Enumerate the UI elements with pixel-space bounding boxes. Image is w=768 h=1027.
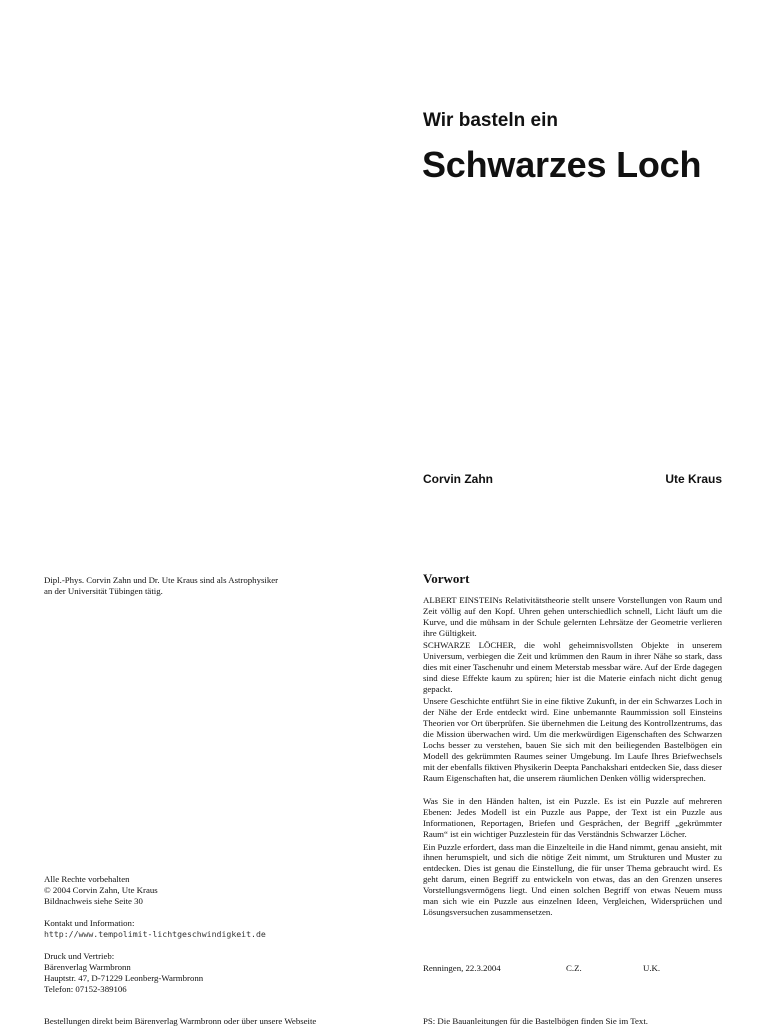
authors-note-line: Dipl.-Phys. Corvin Zahn und Dr. Ute Kraus sind als Astrophysiker bbox=[44, 575, 279, 585]
authors-note-line: an der Universität Tübingen tätig. bbox=[44, 586, 163, 596]
contact-block bbox=[44, 918, 374, 940]
rights-block bbox=[44, 874, 374, 907]
distribution-line: Bärenverlag Warmbronn bbox=[44, 962, 131, 972]
cover-title: Schwarzes Loch bbox=[422, 144, 702, 185]
vorwort-paragraph: Unsere Geschichte entführt Sie in eine fiktive Zukunft, in der ein Schwarzes Loch in der Nähe der Erde entdeckt wird. Eine unbemannte Raummission soll Einsteins Theorien vor Ort überprüfen. Sie übernehmen die Leitung des Kontrollzentrums, das die Mission überwachen wird. Um die merkwürdigen Eigenschaften des Schwarzen Lochs besser zu verstehen, bauen Sie sich mit den beiliegenden Bastelbögen ein Modell des gekrümmten Raumes seiner Umgebung. Im Laufe Ihres Briefwechsels mit der ebenfalls fiktiven Physikerin Deepta Panchakshari entdecken Sie, dass dieser Raum Eigenschaften hat, die unserem räumlichen Denken völlig widersprechen. bbox=[423, 696, 722, 783]
ps-note: PS: Die Bauanleitungen für die Bastelbögen finden Sie im Text. bbox=[423, 1016, 648, 1026]
distribution-line: Druck und Vertrieb: bbox=[44, 951, 115, 961]
place-date: Renningen, 22.3.2004 bbox=[423, 963, 501, 973]
vorwort-paragraph: ALBERT EINSTEINs Relativitätstheorie stellt unsere Vorstellungen von Raum und Zeit völlig auf den Kopf. Uhren gehen unterschiedlich schnell, Licht läuft um die Kurve, und die mühsam in der Schule gelernten Lehrsätze der Geometrie verlieren ihre Gültigkeit. bbox=[423, 595, 722, 638]
vorwort-paragraph: Ein Puzzle erfordert, dass man die Einzelteile in die Hand nimmt, genau ansieht, mit ihnen herumspielt, und sich die nötige Zeit nimmt, um Strukturen und Muster zu entdecken. Dies ist genau die Einstellung, die für unser Thema gebraucht wird. Es geht darum, einen Begriff zu entwickeln von etwas, das an den Grenzen unseres Vorstellungsvermögens liegt. Und einen solchen Begriff von etwas Neuem muss man sich wie ein Puzzle aus einzelnen Ideen, Vergleichen, Widersprüchen und Lösungsversuchen zusammensetzen. bbox=[423, 841, 722, 917]
contact-url-link[interactable]: http://www.tempolimit-lichtgeschwindigkeit.de bbox=[44, 929, 266, 939]
initials-uk: U.K. bbox=[643, 963, 661, 973]
rights-line: Alle Rechte vorbehalten bbox=[44, 874, 130, 884]
author-right: Ute Kraus bbox=[665, 472, 722, 486]
vorwort-paragraph: SCHWARZE LÖCHER, die wohl geheimnisvollsten Objekte in unserem Universum, verbiegen die Zeit und krümmen den Raum in ihrer Nähe so stark, dass dies mit einer Taschenuhr und einem Meterstab messbar wäre. Auf der Erde dagegen sind diese Effekte kaum zu spüren; hier ist die Materie einfach nicht dicht genug gepackt. bbox=[423, 640, 722, 694]
initials-cz: C.Z. bbox=[566, 963, 582, 973]
image-credits-line: Bildnachweis siehe Seite 30 bbox=[44, 896, 143, 906]
author-left: Corvin Zahn bbox=[423, 472, 494, 486]
vorwort-body bbox=[423, 595, 722, 919]
contact-label: Kontakt und Information: bbox=[44, 918, 135, 928]
vorwort-paragraph: Was Sie in den Händen halten, ist ein Puzzle. Es ist ein Puzzle auf mehreren Ebenen: Jedes Modell ist ein Puzzle aus Pappe, der Text ist ein Puzzle aus Informationen, Reportagen, Briefen und Gesprächen, der Begriff „gekrümmter Raum“ ist ein wichtiger Puzzlestein für das Verständnis Schwarzer Löcher. bbox=[423, 796, 722, 840]
orders-note: Bestellungen direkt beim Bärenverlag Warmbronn oder über unsere Webseite bbox=[44, 1016, 317, 1026]
authors-note bbox=[44, 575, 374, 597]
distribution-line: Hauptstr. 47, D-71229 Leonberg-Warmbronn bbox=[44, 973, 204, 983]
vorwort-heading: Vorwort bbox=[423, 571, 470, 586]
distribution-block bbox=[44, 951, 374, 995]
copyright-line: © 2004 Corvin Zahn, Ute Kraus bbox=[44, 885, 158, 895]
distribution-line: Telefon: 07152-389106 bbox=[44, 984, 127, 994]
cover-subtitle: Wir basteln ein bbox=[423, 110, 558, 131]
